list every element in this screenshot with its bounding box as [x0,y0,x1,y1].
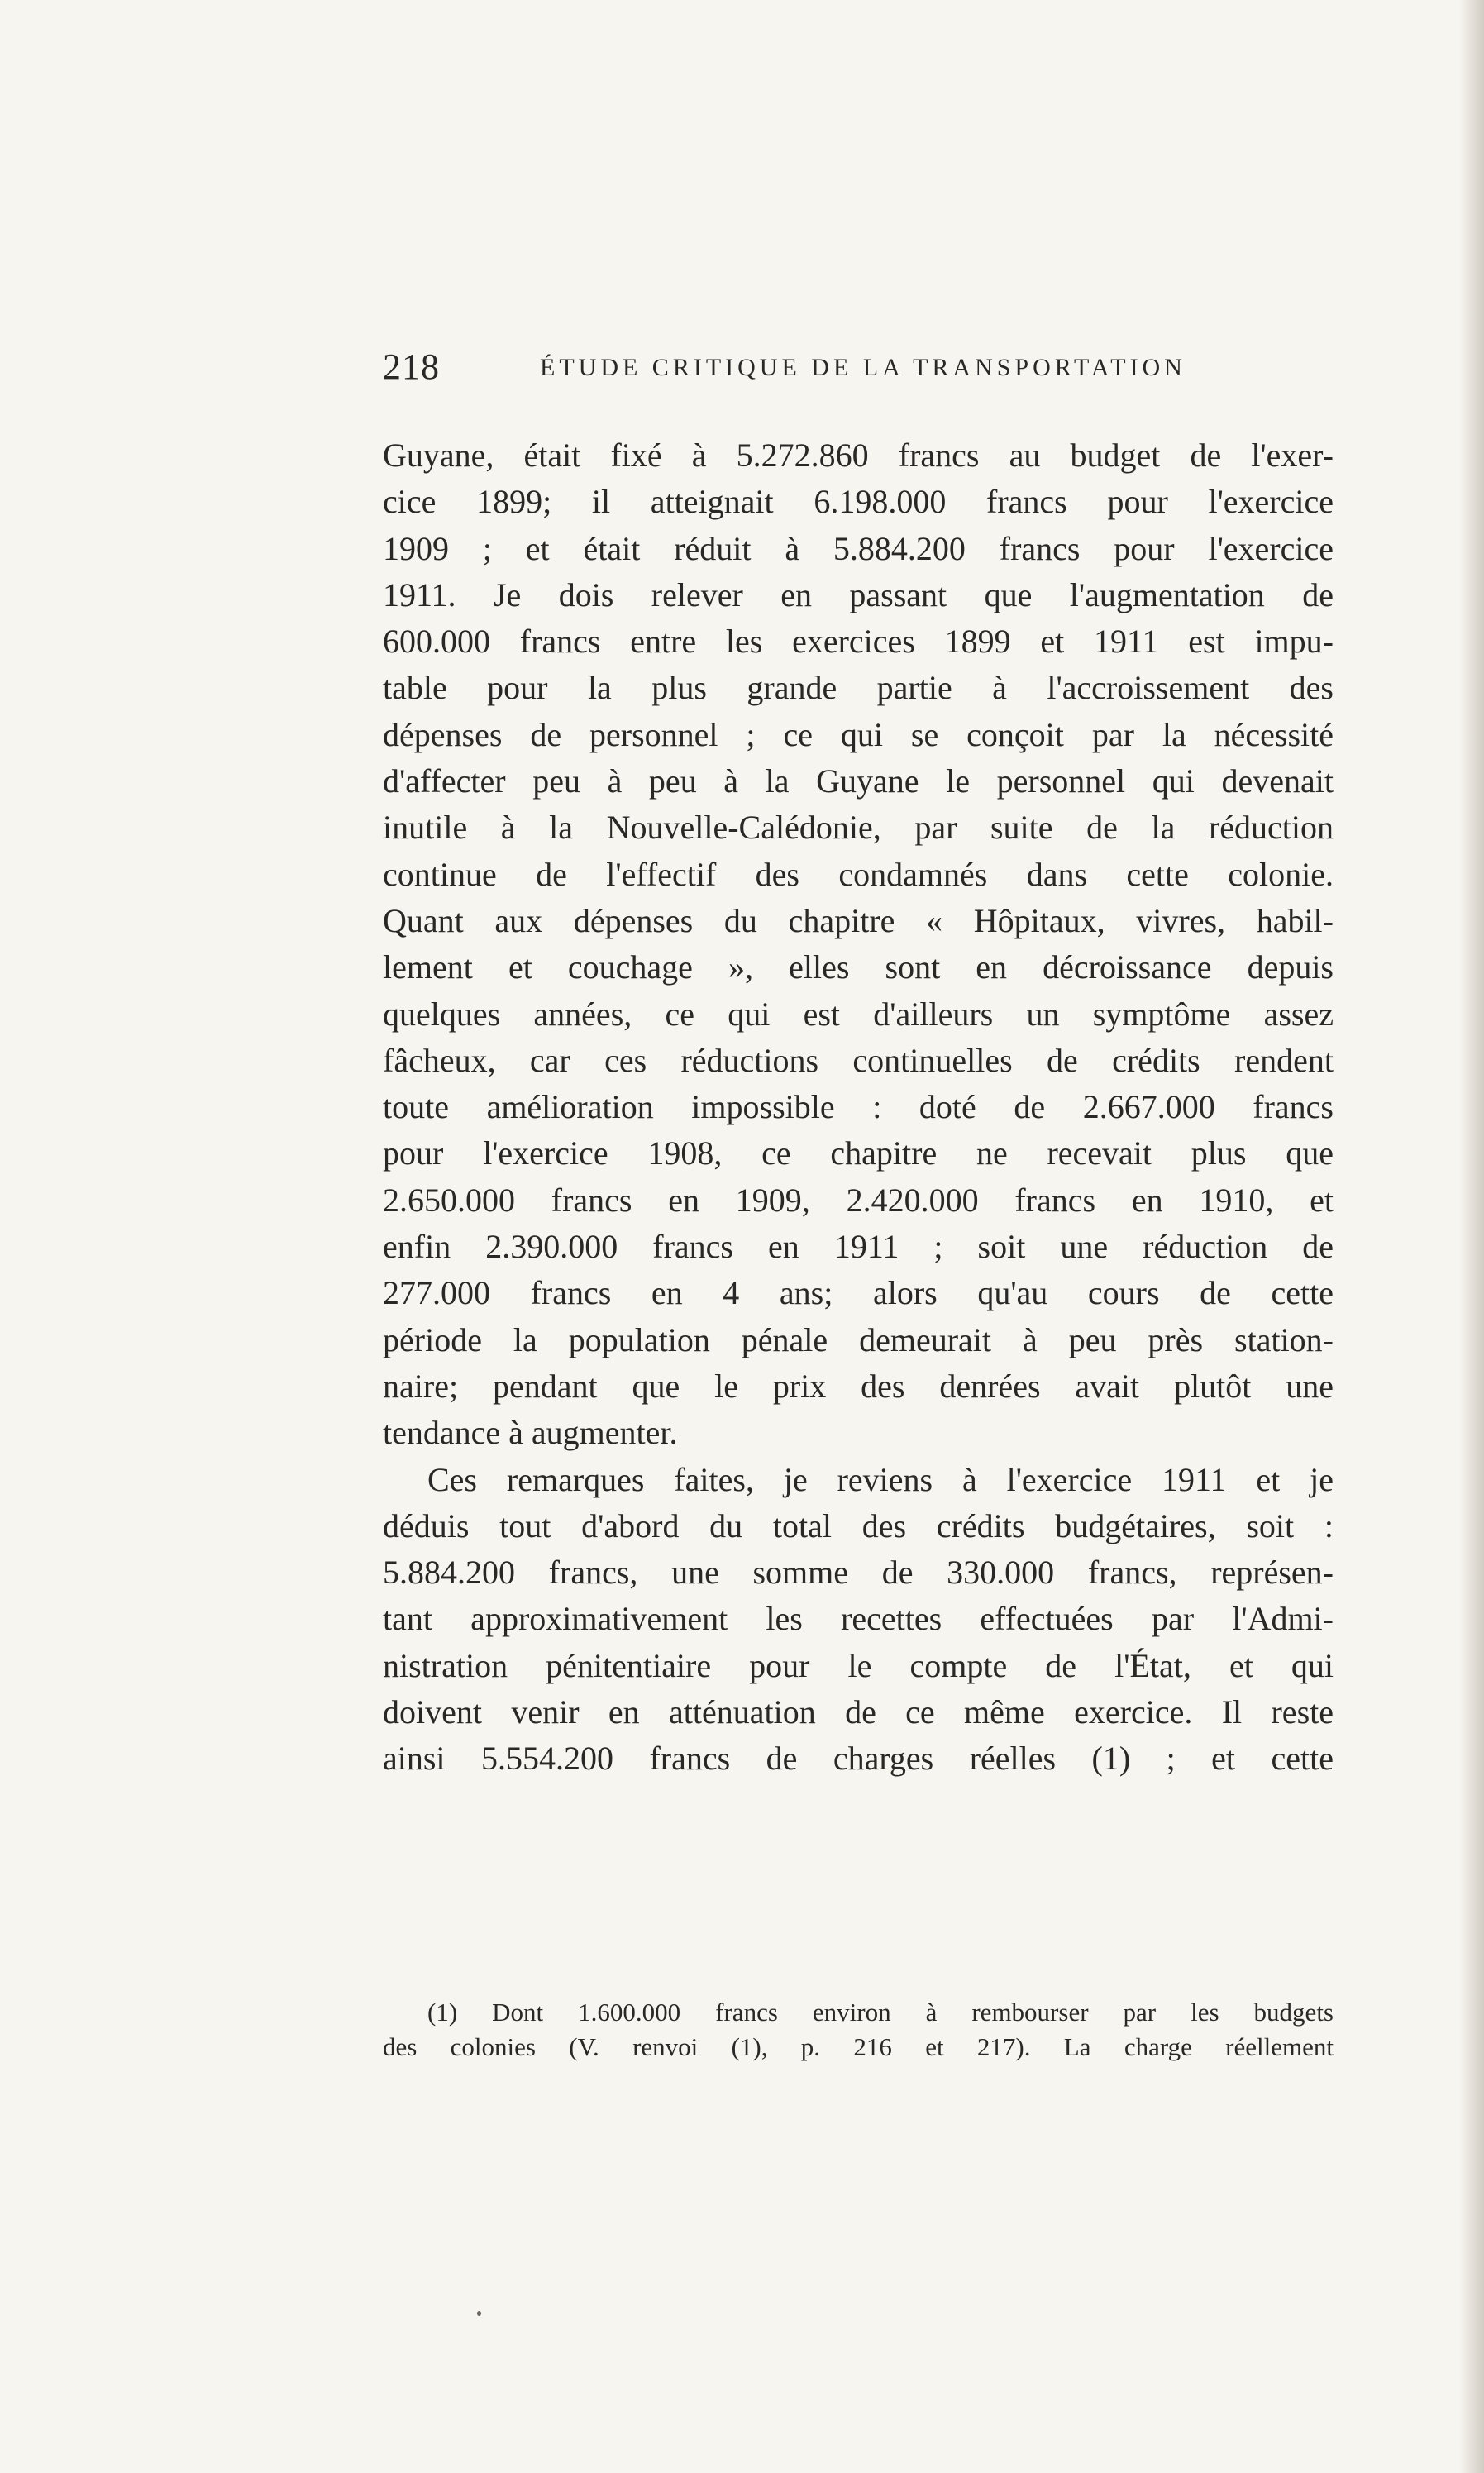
text-line: Ces remarques faites, je reviens à l'exercice 1911 et je [427,1460,1334,1498]
text-line: toute amélioration impossible : doté de 2.667.000 francs [383,1088,1334,1126]
text-line: tendance à augmenter. [383,1414,678,1452]
running-title: ÉTUDE CRITIQUE DE LA TRANSPORTATION [540,354,1186,381]
text-line: déduis tout d'abord du total des crédits budgétaires, soit : [383,1506,1334,1544]
text-line: d'affecter peu à peu à la Guyane le personnel qui devenait [383,762,1334,800]
text-line: nistration pénitentiaire pour le compte de l'État, et qui [383,1646,1334,1684]
footnote-line: (1) Dont 1.600.000 francs environ à rembourser par les budgets [427,1998,1334,2027]
text-line: 1909 ; et était réduit à 5.884.200 francs pour l'exercice [383,529,1334,567]
text-line: ainsi 5.554.200 francs de charges réelles (1) ; et cette [383,1740,1334,1778]
text-line: continue de l'effectif des condamnés dans cette colonie. [383,855,1334,893]
text-line: 5.884.200 francs, une somme de 330.000 francs, représen- [383,1554,1334,1592]
text-line: pour l'exercice 1908, ce chapitre ne recevait plus que [383,1134,1334,1172]
text-line: doivent venir en atténuation de ce même exercice. Il reste [383,1693,1334,1731]
page-number: 218 [383,346,440,387]
text-line: Quant aux dépenses du chapitre « Hôpitaux, vivres, habil- [383,901,1334,939]
body-text [383,432,1334,1783]
text-line: 277.000 francs en 4 ans; alors qu'au cours de cette [383,1274,1334,1312]
text-line: quelques années, ce qui est d'ailleurs un symptôme assez [383,995,1334,1033]
text-line: lement et couchage », elles sont en décroissance depuis [383,948,1334,986]
text-line: cice 1899; il atteignait 6.198.000 francs pour l'exercice [383,483,1334,521]
text-line: dépenses de personnel ; ce qui se conçoit par la nécessité [383,715,1334,753]
text-line: Guyane, était fixé à 5.272.860 francs au budget de l'exer- [383,437,1334,474]
text-line: table pour la plus grande partie à l'accroissement des [383,669,1334,707]
page-header [383,346,1334,387]
page-edge-shadow [1459,0,1484,2473]
text-line: 1911. Je dois relever en passant que l'augmentation de [383,575,1334,613]
text-line: naire; pendant que le prix des denrées avait plutôt une [383,1367,1334,1405]
text-line: tant approximativement les recettes effectuées par l'Admi- [383,1600,1334,1638]
paper-speck [477,2311,481,2316]
text-line: enfin 2.390.000 francs en 1911 ; soit une réduction de [383,1228,1334,1266]
text-line: 2.650.000 francs en 1909, 2.420.000 francs en 1910, et [383,1181,1334,1219]
footnote [383,1995,1334,2065]
text-line: période la population pénale demeurait à peu près station- [383,1320,1334,1358]
text-line: fâcheux, car ces réductions continuelles de crédits rendent [383,1041,1334,1079]
text-line: 600.000 francs entre les exercices 1899 et 1911 est impu- [383,623,1334,661]
footnote-line: des colonies (V. renvoi (1), p. 216 et 217). La charge réellement [383,2032,1334,2061]
text-line: inutile à la Nouvelle-Calédonie, par suite de la réduction [383,809,1334,847]
